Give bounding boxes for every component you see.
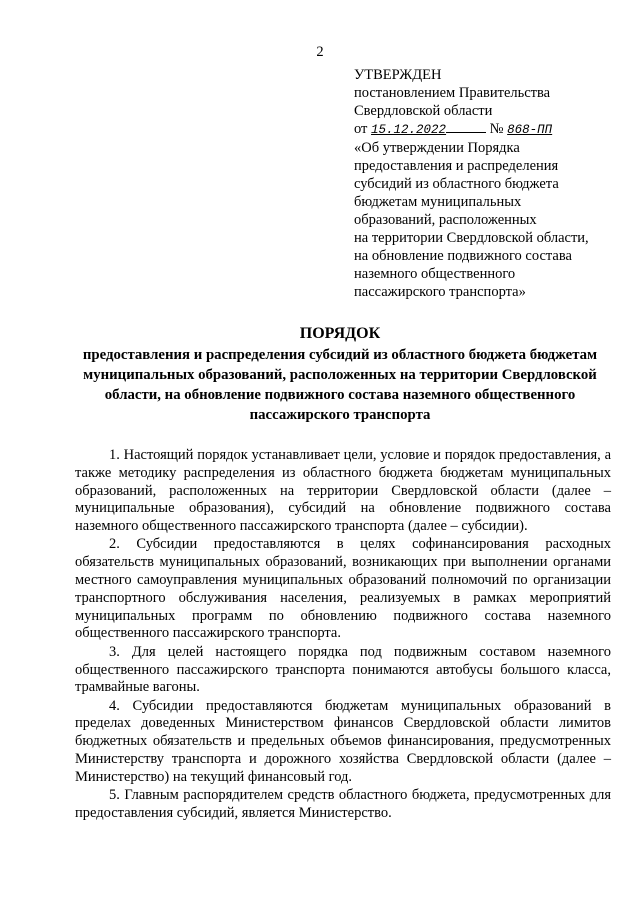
approval-line-1: постановлением Правительства xyxy=(354,85,551,101)
paragraph: 3. Для целей настоящего порядка под подвижным составом наземного общественного пассажирского транспорта понимаются автобусы большого класса, трамвайные вагоны. xyxy=(75,643,611,696)
paragraph: 2. Субсидии предоставляются в целях софинансирования расходных обязательств муниципальных образований, возникающих при выполнении органами местного самоуправления муниципальных образований полномочий по организации транспортного обслуживания населения, реализуемых в рамках мероприятий муниципальных программ по обновлению подвижного состава наземного общественного пассажирского транспорта. xyxy=(75,536,611,642)
paragraph: 1. Настоящий порядок устанавливает цели, условие и порядок предоставления, а также методику распределения из областного бюджета бюджетам муниципальных образований, расположенных на территории Свердловской области (далее – муниципальные образования), субсидий на обновление подвижного состава наземного общественного пассажирского транспорта (далее – субсидии). xyxy=(75,447,611,535)
approval-date-line xyxy=(354,120,626,139)
paragraph: 4. Субсидии предоставляются бюджетам муниципальных образований в пределах доведенных Министерством финансов Свердловской области лимитов бюджетных обязательств и предельных объемов финансирования, предусмотренных Министерству транспорта и дорожного хозяйства Свердловской области (далее – Министерство) на текущий финансовый год. xyxy=(75,697,611,785)
approval-desc-line: образований, расположенных xyxy=(354,212,537,228)
page-number: 2 xyxy=(316,44,324,60)
approval-desc-line: пассажирского транспорта» xyxy=(354,284,526,300)
approval-line-2: Свердловской области xyxy=(354,103,493,119)
document-subtitle: предоставления и распределения субсидий из областного бюджета бюджетам муниципальных образований, расположенных на территории Свердловской области, на обновление подвижного состава наземного общественного пассажирского транспорта xyxy=(82,347,598,423)
approval-desc-line: предоставления и распределения xyxy=(354,158,559,174)
approval-desc-line: на обновление подвижного состава xyxy=(354,248,572,264)
date-prefix: от xyxy=(354,121,368,137)
date-underline xyxy=(446,131,486,133)
approval-number: 868-ПП xyxy=(507,123,553,137)
approval-stamp xyxy=(354,66,626,301)
approval-desc-line: субсидий из областного бюджета xyxy=(354,176,559,192)
document-title: ПОРЯДОК xyxy=(299,325,381,342)
document-title-block xyxy=(70,324,610,425)
paragraph: 5. Главным распорядителем средств областного бюджета, предусмотренных для предоставления субсидий, является Министерство. xyxy=(75,787,611,821)
approval-date: 15.12.2022 xyxy=(371,123,447,137)
approval-desc-line: наземного общественного xyxy=(354,266,516,282)
approval-desc-line: бюджетам муниципальных xyxy=(354,194,522,210)
number-prefix: № xyxy=(489,121,504,137)
approval-heading: УТВЕРЖДЕН xyxy=(354,67,442,83)
approval-desc-line: «Об утверждении Порядка xyxy=(354,140,520,156)
approval-desc-line: на территории Свердловской области, xyxy=(354,230,589,246)
document-body xyxy=(75,447,611,823)
